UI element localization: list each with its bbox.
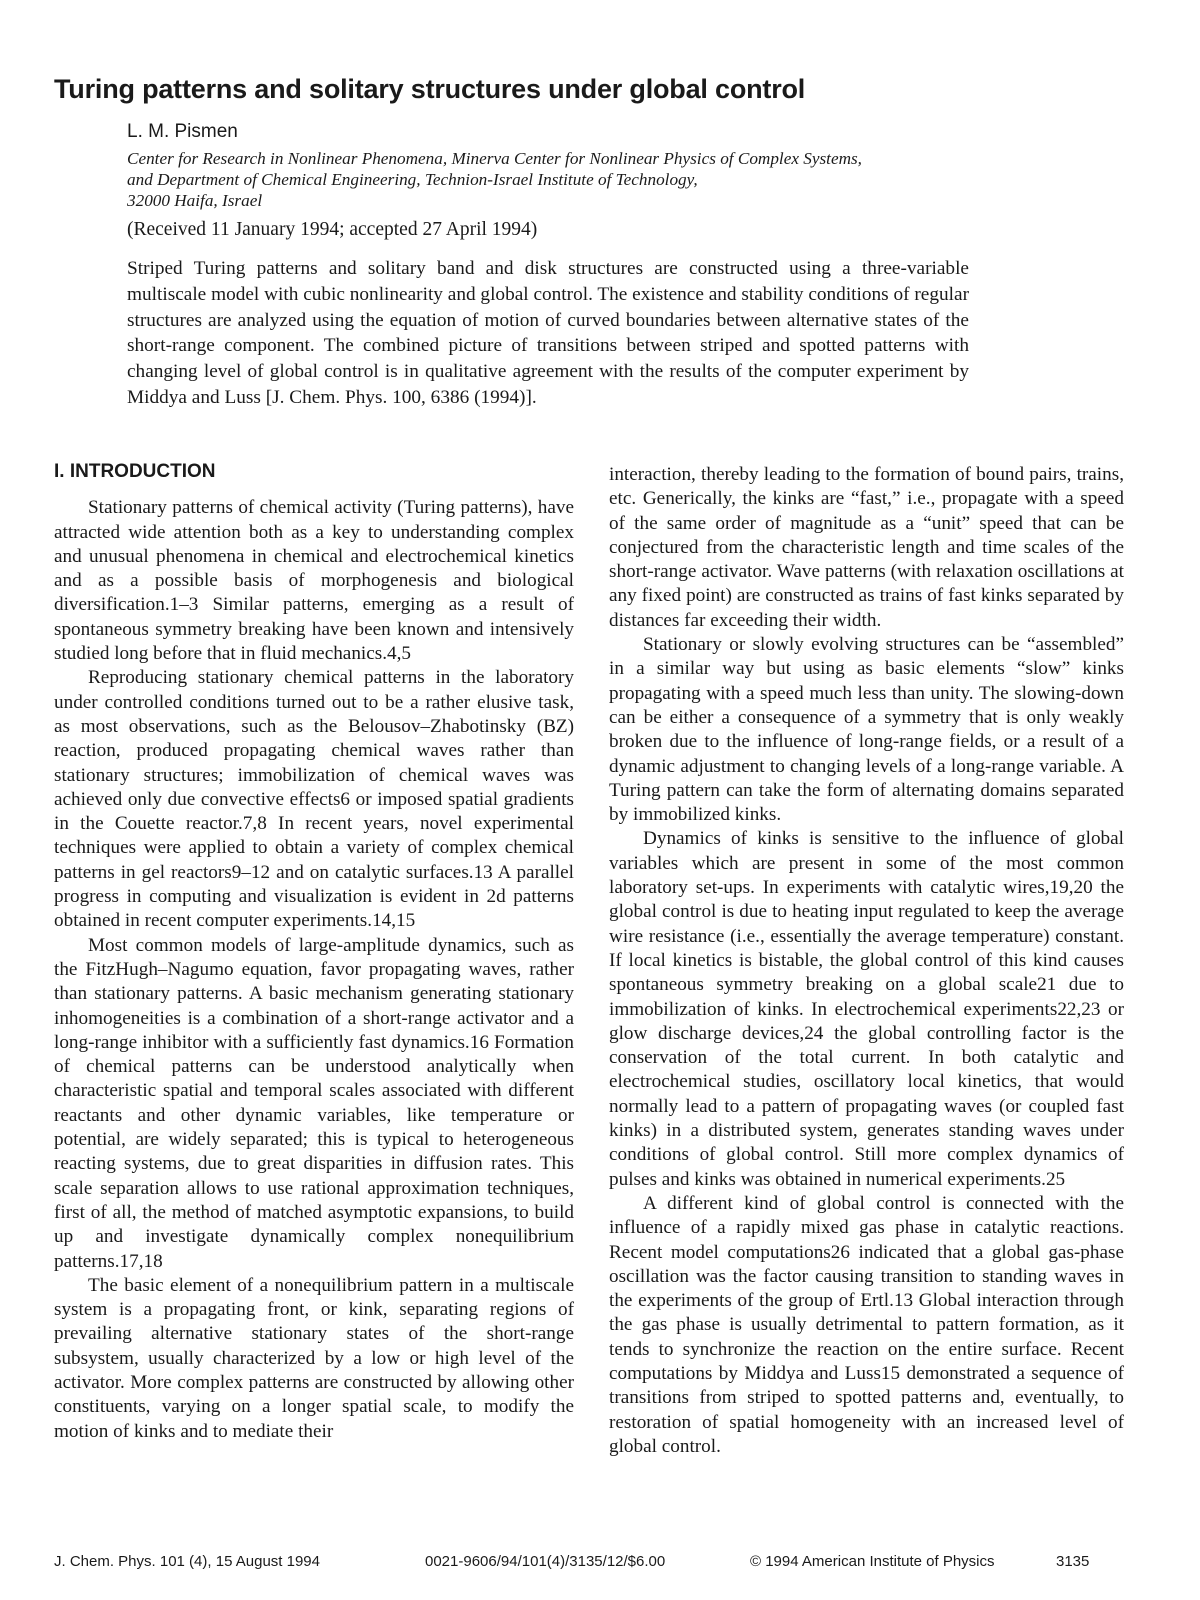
left-column <box>54 460 574 1444</box>
page-number: 3135 <box>1056 1553 1090 1570</box>
paragraph: Stationary patterns of chemical activity (Turing patterns), have attracted wide attention both as a key to understanding complex and unusual phenomena in chemical and electrochemical kinetics and as a possible basis of morphogenesis and biological diversification.1–3 Similar patterns, emerging as a result of spontaneous symmetry breaking have been known and intensively studied long before that in fluid mechanics.4,5 <box>54 497 574 665</box>
footer-journal: J. Chem. Phys. 101 (4), 15 August 1994 <box>54 1553 320 1570</box>
footer-code: 0021-9606/94/101(4)/3135/12/$6.00 <box>425 1553 666 1570</box>
paragraph: interaction, thereby leading to the formation of bound pairs, trains, etc. Generically, the kinks are “fast,” i.e., propagate with a speed of the same order of magnitude as a “unit” speed that can be conjectured from the characteristic length and time scales of the short-range activator. Wave patterns (with relaxation oscillations at any fixed point) are constructed as trains of fast kinks separated by distances far exceeding their width. <box>609 464 1124 631</box>
article-title: Turing patterns and solitary structures under global control <box>54 74 806 104</box>
right-column <box>609 463 1124 1459</box>
paragraph: Stationary or slowly evolving structures can be “assembled” in a similar way but using as basic elements “slow” kinks propagating with a speed much less than unity. The slowing-down can be either a consequence of a symmetry that is only weakly broken due to the influence of long-range fields, or a result of a dynamic adjustment to changing levels of a long-range variable. A Turing pattern can take the form of alternating domains separated by immobilized kinks. <box>609 634 1124 826</box>
footer-copyright: © 1994 American Institute of Physics <box>750 1553 995 1570</box>
section-heading: I. INTRODUCTION <box>54 461 216 482</box>
affiliation-line: 32000 Haifa, Israel <box>127 191 263 210</box>
paragraph: The basic element of a nonequilibrium pattern in a multiscale system is a propagating front, or kink, separating regions of prevailing alternative stationary states of the short-range subsystem, usually characterized by a low or high level of the activator. More complex patterns are constructed by allowing other constituents, varying on a longer spatial scale, to modify the motion of kinks and to mediate their <box>54 1274 574 1442</box>
received-dates: (Received 11 January 1994; accepted 27 April 1994) <box>127 219 538 240</box>
author-name: L. M. Pismen <box>127 121 238 142</box>
paragraph: Dynamics of kinks is sensitive to the influence of global variables which are present in some of the most common laboratory set-ups. In experiments with catalytic wires,19,20 the global control is due to heating input regulated to keep the average wire resistance (i.e., essentially the average temperature) constant. If local kinetics is bistable, the global control of this kind causes spontaneous symmetry breaking on a global scale21 due to immobilization of kinks. In electrochemical experiments22,23 or glow discharge devices,24 the global controlling factor is the conservation of the total current. In both catalytic and electrochemical studies, oscillatory local kinetics, that would normally lead to a pattern of propagating waves (or coupled fast kinks) in a distributed system, generates standing waves under conditions of global control. Still more complex dynamics of pulses and kinks was obtained in numerical experiments.25 <box>609 828 1124 1190</box>
paragraph: Reproducing stationary chemical patterns in the laboratory under controlled conditions turned out to be a rather elusive task, as most observations, such as the Belousov–Zhabotinsky (BZ) reaction, produced propagating chemical waves rather than stationary structures; immobilization of chemical waves was achieved only due convective effects6 or imposed spatial gradients in the Couette reactor.7,8 In recent years, novel experimental techniques were applied to obtain a variety of complex chemical patterns in gel reactors9–12 and on catalytic surfaces.13 A parallel progress in computing and visualization is evident in 2d patterns obtained in recent computer experiments.14,15 <box>54 667 574 932</box>
abstract: Striped Turing patterns and solitary band and disk structures are constructed using a three-variable multiscale model with cubic nonlinearity and global control. The existence and stability conditions of regular structures are analyzed using the equation of motion of curved boundaries between alternative states of the short-range component. The combined picture of transitions between striped and spotted patterns with changing level of global control is in qualitative agreement with the results of the computer experiment by Middya and Luss [J. Chem. Phys. 100, 6386 (1994)]. <box>127 258 969 408</box>
affiliation <box>127 148 987 211</box>
affiliation-line: Center for Research in Nonlinear Phenomena, Minerva Center for Nonlinear Physics of Complex Systems, <box>127 149 862 168</box>
paragraph: A different kind of global control is connected with the influence of a rapidly mixed gas phase in catalytic reactions. Recent model computations26 indicated that a global gas-phase oscillation was the factor causing transition to standing waves in the experiments of the group of Ertl.13 Global interaction through the gas phase is usually detrimental to pattern formation, as it tends to synchronize the reaction on the entire surface. Recent computations by Middya and Luss15 demonstrated a sequence of transitions from striped to spotted patterns and, eventually, to restoration of spatial homogeneity with an increased level of global control. <box>609 1192 1124 1457</box>
paragraph: Most common models of large-amplitude dynamics, such as the FitzHugh–Nagumo equation, favor propagating waves, rather than stationary patterns. A basic mechanism generating stationary inhomogeneities is a combination of a short-range activator and a long-range inhibitor with a sufficiently fast dynamics.16 Formation of chemical patterns can be understood analytically when characteristic spatial and temporal scales associated with different reactants and other dynamic variables, like temperature or potential, are widely separated; this is typical to heterogeneous reacting systems, due to great disparities in diffusion rates. This scale separation allows to use rational approximation techniques, first of all, the method of matched asymptotic expansions, to build up and investigate dynamically complex nonequilibrium patterns.17,18 <box>54 934 574 1272</box>
affiliation-line: and Department of Chemical Engineering, Technion-Israel Institute of Technology, <box>127 170 698 189</box>
